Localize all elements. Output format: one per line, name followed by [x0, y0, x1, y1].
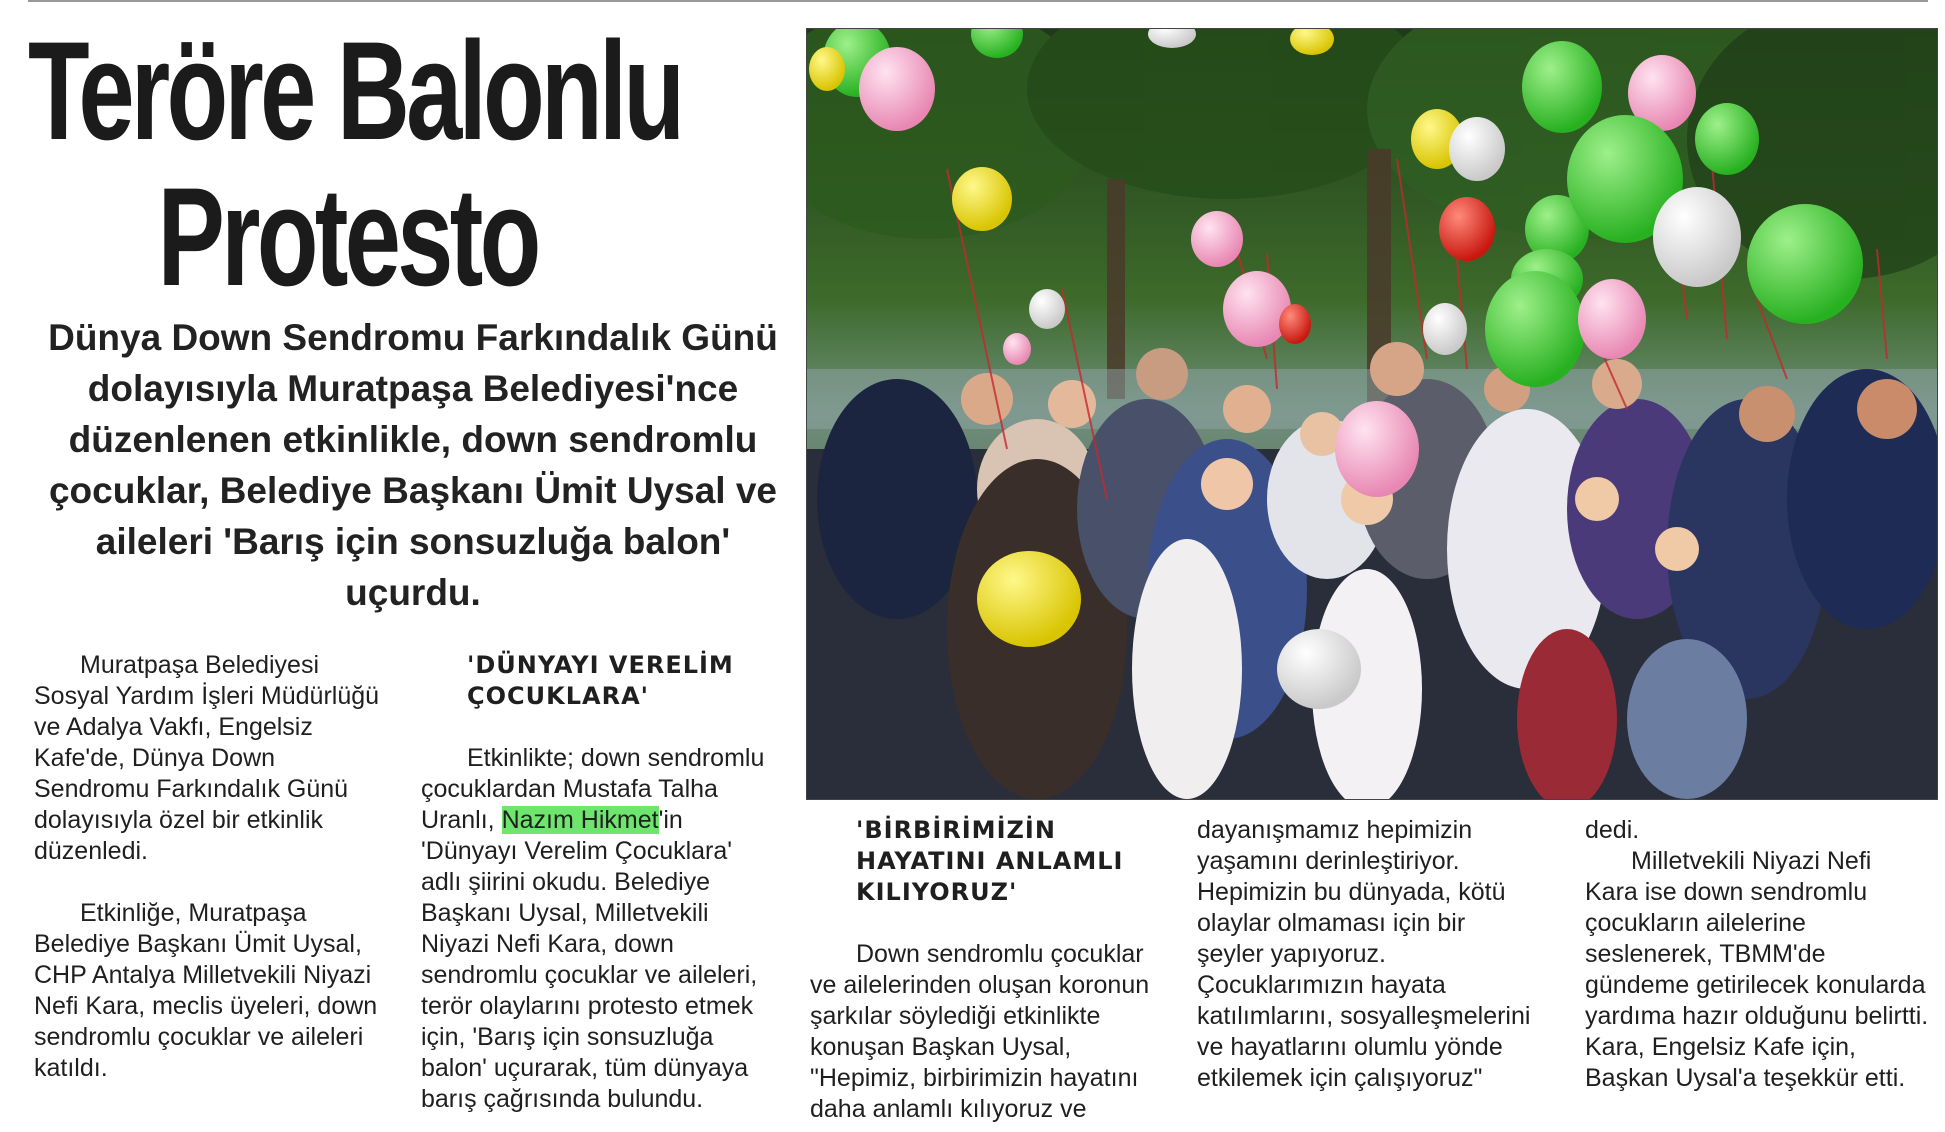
text-column-2	[421, 650, 779, 1115]
balloon	[1029, 289, 1065, 329]
balloon	[1653, 187, 1741, 287]
article-spot: Dünya Down Sendromu Farkındalık Günü dolayısıyla Muratpaşa Belediyesi'nce düzenlenen etkinlikle, down sendromlu çocuklar, Belediye Başkanı Ümit Uysal ve aileleri 'Barış için sonsuzluğa balon' uçurdu.	[48, 317, 778, 613]
balloon	[1335, 401, 1419, 497]
balloon	[1578, 279, 1646, 359]
balloon	[1747, 204, 1863, 324]
col3-paragraph-1: Down sendromlu çocuklar ve ailelerinden oluşan koronun şarkılar söylediği etkinlikte konuşan Başkan Uysal, "Hepimiz, birbirimizin hayatını daha anlamlı kılıyoruz ve	[810, 940, 1150, 1123]
col2-paragraph-1	[421, 743, 779, 1115]
col1-paragraph-2: Etkinliğe, Muratpaşa Belediye Başkanı Ümit Uysal, CHP Antalya Milletvekili Niyazi Nefi Kara, meclis üyeleri, down sendromlu çocuklar ve aileleri katıldı.	[34, 899, 378, 1082]
balloon	[1279, 304, 1311, 344]
text-column-4	[1197, 815, 1537, 1094]
balloon	[1695, 103, 1759, 175]
col2-text-b: 'in 'Dünyayı Verelim Çocuklara' adlı şiirini okudu. Belediye Başkanı Uysal, Milletvekili Niyazi Nefi Kara, down sendromlu çocuklar ve aileleri, terör olaylarını protesto etmek için, 'Barış için sonsuzluğa balon' uçurarak, tüm dünyaya barış çağrısında bulundu.	[421, 806, 758, 1113]
balloon	[1223, 271, 1291, 347]
balloon	[1277, 629, 1361, 709]
col2-text-a: Etkinlikte; down sendromlu çocuklardan Mustafa Talha Uranlı,	[421, 744, 765, 834]
balloon	[1485, 271, 1585, 387]
col1-paragraph-1: Muratpaşa Belediyesi Sosyal Yardım İşleri Müdürlüğü ve Adalya Vakfı, Engelsiz Kafe'de, Dünya Down Sendromu Farkındalık Günü dolayısıyla özel bir etkinlik düzenledi.	[34, 651, 380, 865]
balloon	[952, 167, 1012, 231]
col5-paragraph-0: dedi.	[1585, 816, 1640, 844]
balloon	[809, 47, 845, 91]
balloon	[1423, 303, 1467, 355]
text-column-3	[810, 815, 1150, 1125]
text-column-5	[1585, 815, 1930, 1094]
news-photo	[806, 28, 1938, 800]
top-rule	[28, 0, 1928, 2]
headline	[28, 12, 682, 315]
balloon	[977, 551, 1081, 647]
headline-line-1: Teröre Balonlu	[28, 12, 682, 169]
col2-subheading: 'DÜNYAYI VERELİM ÇOCUKLARA'	[467, 651, 734, 710]
balloon	[1003, 333, 1031, 365]
col4-paragraph-1: dayanışmamız hepimizin yaşamını derinleştiriyor. Hepimizin bu dünyada, kötü olaylar olmaması için bir şeyler yapıyoruz. Çocuklarımızın hayata katılımlarını, sosyalleşmelerini ve hayatlarını olumlu yönde etkilemek için çalışıyoruz"	[1197, 816, 1531, 1092]
headline-line-2: Protesto	[157, 158, 538, 315]
highlighted-name: Nazım Hikmet	[501, 806, 659, 834]
balloon	[859, 47, 935, 131]
balloon	[1449, 117, 1505, 181]
balloon	[1439, 197, 1495, 261]
balloon	[1522, 41, 1602, 133]
text-column-1	[34, 650, 394, 1115]
col3-subheading: 'BİRBİRİMİZİN HAYATINI ANLAMLI KILIYORUZ'	[856, 816, 1124, 906]
balloon	[1191, 211, 1243, 267]
balloon-release-photo	[807, 29, 1937, 799]
col5-paragraph-1: Milletvekili Niyazi Nefi Kara ise down sendromlu çocukların ailelerine seslenerek, TBMM'de gündeme getirilecek konularda yardıma hazır olduğunu belirtti. Kara, Engelsiz Kafe için, Başkan Uysal'a teşekkür etti.	[1585, 847, 1929, 1092]
